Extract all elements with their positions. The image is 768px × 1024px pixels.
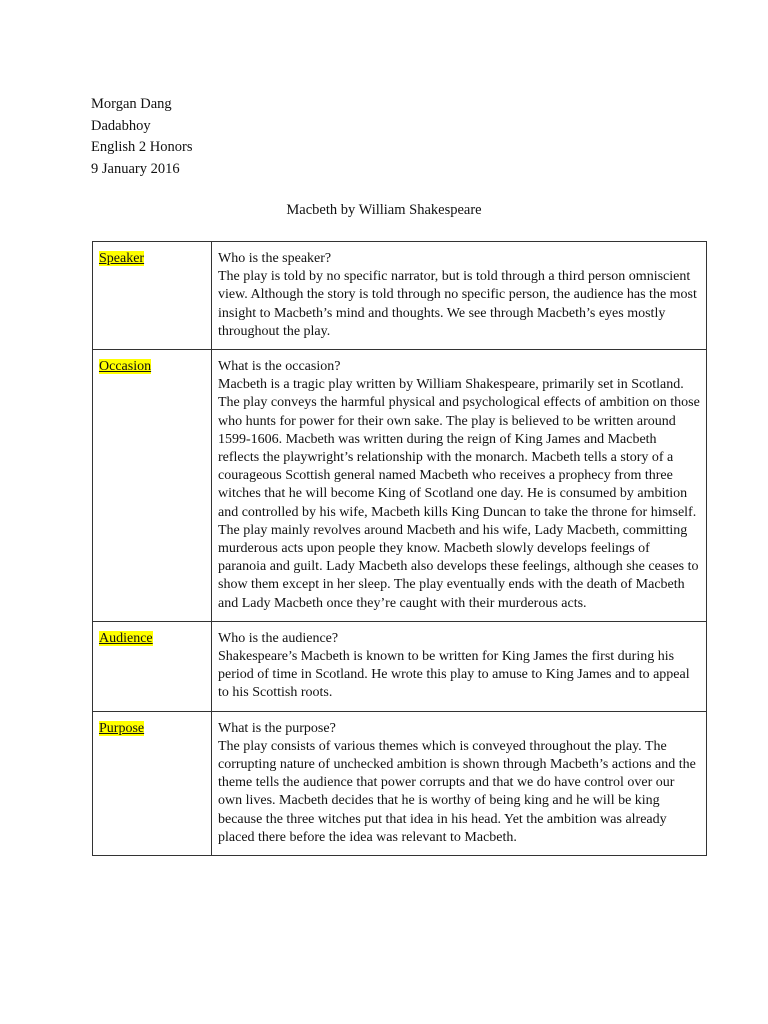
row-answer: Macbeth is a tragic play written by William Shakespeare, primarily set in Scotland. The play conveys the harmful physical and psychological effects of ambition on those who hunts for power for their own sake. The play is believed to be written around 1599-1606. Macbeth was written during the reign of King James and Macbeth reflects the playwright’s relationship with the monarch. Macbeth tells a story of a courageous Scottish general named Macbeth who receives a prophecy from three witches that he will become King of Scotland one day. He is consumed by ambition and controlled by his wife, Macbeth kills King Duncan to take the throne for himself. The play mainly revolves around Macbeth and his wife, Lady Macbeth, committing murderous acts upon people they know. Macbeth slowly develops feelings of paranoia and guilt. Lady Macbeth also develops these feelings, although she ceases to show them except in her sleep. The play eventually ends with the death of Macbeth and Lady Macbeth once they’re caught with their murderous acts. — [218, 377, 700, 611]
row-content-cell — [212, 711, 707, 855]
table-row-purpose — [93, 711, 707, 855]
row-label: Speaker — [99, 251, 145, 266]
row-answer: Shakespeare’s Macbeth is known to be written for King James the first during his period of time in Scotland. He wrote this play to amuse to King James and to appeal to his Scottish roots. — [218, 649, 690, 701]
teacher-name: Dadabhoy — [91, 117, 151, 134]
row-label: Audience — [99, 630, 153, 646]
analysis-table — [92, 241, 707, 856]
row-question: What is the occasion? — [218, 359, 341, 375]
row-content-cell — [212, 242, 707, 350]
table-row-speaker — [93, 242, 707, 350]
row-question: Who is the audience? — [218, 630, 339, 646]
table-row-audience — [93, 621, 707, 711]
row-content-cell — [212, 350, 707, 622]
row-question: What is the purpose? — [218, 720, 336, 736]
row-label-cell — [93, 621, 212, 711]
row-content-cell — [212, 621, 707, 711]
row-question: Who is the speaker? — [218, 251, 332, 266]
table-row-occasion — [93, 350, 707, 622]
row-label-cell — [93, 711, 212, 855]
row-answer: The play consists of various themes which is conveyed throughout the play. The corrupting nature of unchecked ambition is shown through Macbeth’s actions and the theme tells the audience that power corrupts and that we do have control over our own lives. Macbeth decides that he is worthy of being king and he will be king because the three witches put that idea in his head. Yet the ambition was already placed there before the idea was relevant to Macbeth. — [218, 738, 696, 845]
document-title: Macbeth by William Shakespeare — [286, 202, 482, 218]
course-name: English 2 Honors — [91, 139, 193, 155]
row-answer: The play is told by no specific narrator, but is told through a third person omniscient view. Although the story is told through no specific person, the audience has the most insight to Macbeth’s mind and thoughts. We see through Macbeth’s eyes mostly throughout the play. — [218, 269, 697, 339]
row-label: Occasion — [99, 359, 152, 375]
row-label: Purpose — [99, 720, 145, 736]
row-label-cell — [93, 350, 212, 622]
document-date: 9 January 2016 — [91, 160, 180, 177]
student-name: Morgan Dang — [91, 96, 172, 112]
student-header — [91, 94, 193, 180]
row-label-cell — [93, 242, 212, 350]
